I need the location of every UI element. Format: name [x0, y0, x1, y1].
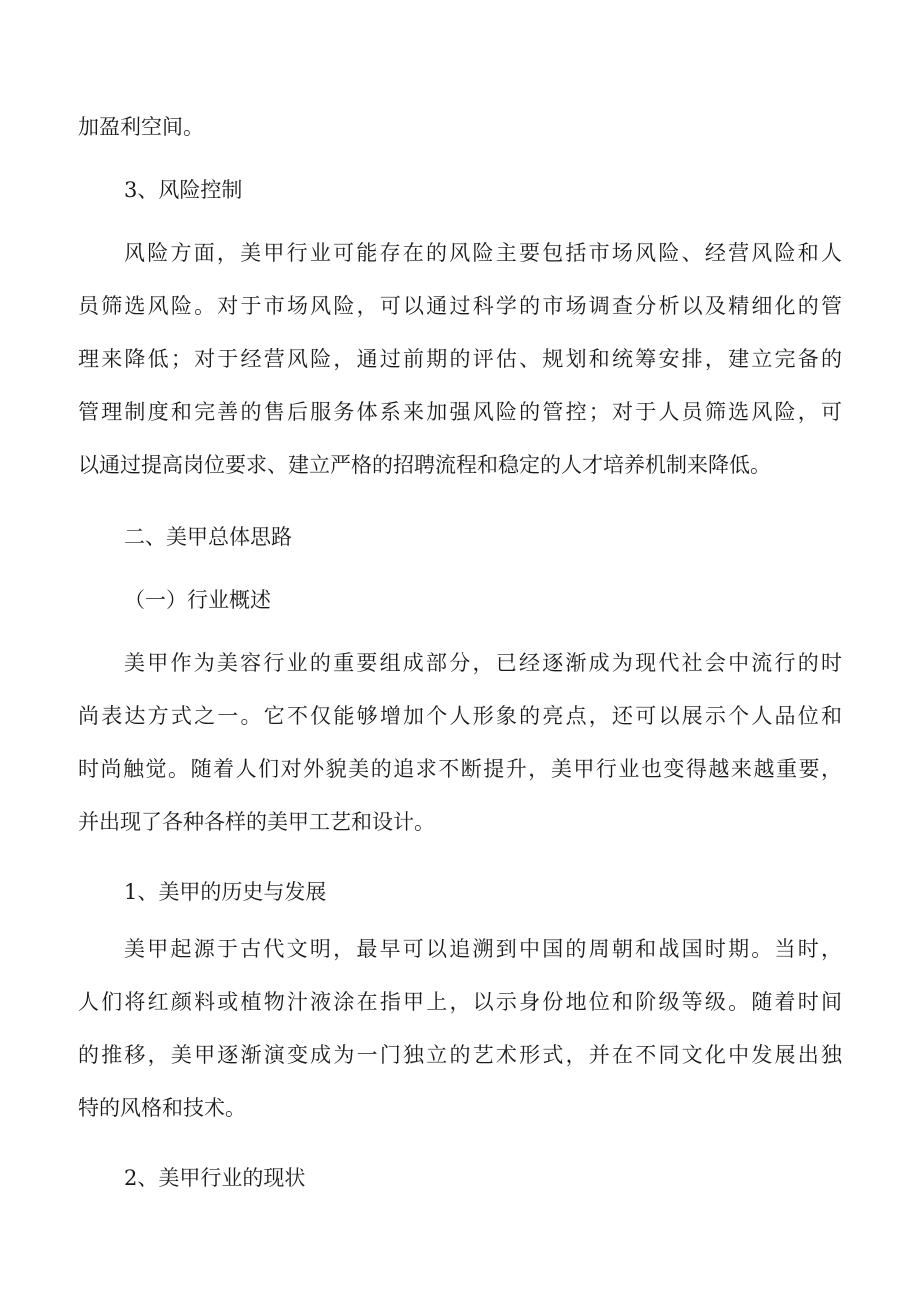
paragraph-line: 以通过提高岗位要求、建立严格的招聘流程和稳定的人才培养机制来降低。 [78, 453, 771, 477]
paragraph-line: 美甲作为美容行业的重要组成部分，已经逐渐成为现代社会中流行的时 [124, 651, 842, 675]
subsection-heading: （一）行业概述 [124, 588, 271, 612]
paragraph-line: 理来降低；对于经营风险，通过前期的评估、规划和统筹安排，建立完备的 [78, 347, 842, 371]
paragraph-line: 尚表达方式之一。它不仅能够增加个人形象的亮点，还可以展示个人品位和 [78, 704, 842, 728]
section-heading: 3、风险控制 [124, 178, 243, 202]
paragraph-line: 特的风格和技术。 [78, 1096, 246, 1120]
paragraph-line: 加盈利空间。 [78, 115, 204, 139]
section-heading: 2、美甲行业的现状 [124, 1166, 306, 1190]
paragraph-line: 美甲起源于古代文明，最早可以追溯到中国的周朝和战国时期。当时， [124, 937, 842, 961]
paragraph-line: 并出现了各种各样的美甲工艺和设计。 [78, 810, 435, 834]
paragraph-line: 员筛选风险。对于市场风险，可以通过科学的市场调查分析以及精细化的管 [78, 294, 842, 318]
paragraph-line: 风险方面，美甲行业可能存在的风险主要包括市场风险、经营风险和人 [124, 241, 842, 265]
chapter-heading: 二、美甲总体思路 [124, 525, 292, 549]
section-heading: 1、美甲的历史与发展 [124, 880, 327, 904]
paragraph-line: 管理制度和完善的售后服务体系来加强风险的管控；对于人员筛选风险，可 [78, 400, 842, 424]
paragraph-line: 人们将红颜料或植物汁液涂在指甲上，以示身份地位和阶级等级。随着时间 [78, 990, 842, 1014]
paragraph-line: 时尚触觉。随着人们对外貌美的追求不断提升，美甲行业也变得越来越重要， [78, 757, 842, 781]
paragraph-line: 的推移，美甲逐渐演变成为一门独立的艺术形式，并在不同文化中发展出独 [78, 1043, 842, 1067]
